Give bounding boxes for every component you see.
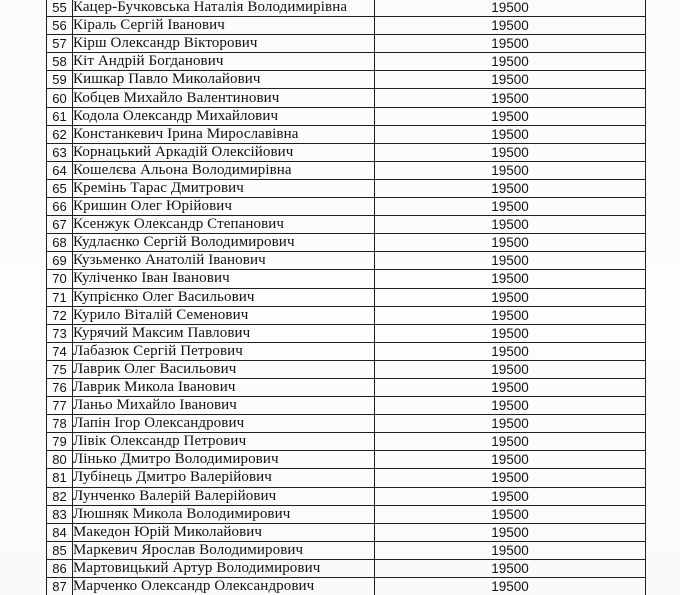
name-cell: Маркевич Ярослав Володимирович [73, 541, 375, 559]
name-cell: Купрієнко Олег Васильович [73, 288, 375, 306]
amount-cell: 19500 [375, 378, 646, 396]
name-cell: Ланьо Михайло Іванович [73, 397, 375, 415]
name-cell: Кацер-Бучковська Наталія Володимирівна [73, 0, 375, 17]
amount-cell: 19500 [375, 198, 646, 216]
table-row [47, 216, 646, 234]
row-number-cell: 75 [47, 360, 73, 378]
amount-cell: 19500 [375, 35, 646, 53]
name-cell: Лунченко Валерій Валерійович [73, 487, 375, 505]
table-row [47, 125, 646, 143]
table-row [47, 360, 646, 378]
amount-cell: 19500 [375, 433, 646, 451]
table-row [47, 71, 646, 89]
row-number-cell: 63 [47, 143, 73, 161]
table-row [47, 523, 646, 541]
amount-cell: 19500 [375, 53, 646, 71]
row-number-cell: 87 [47, 578, 73, 595]
name-cell: Кошелєва Альона Володимирівна [73, 161, 375, 179]
row-number-cell: 71 [47, 288, 73, 306]
amount-cell: 19500 [375, 505, 646, 523]
table-row [47, 306, 646, 324]
name-cell: Куліченко Іван Іванович [73, 270, 375, 288]
table-row [47, 252, 646, 270]
name-cell: Кришин Олег Юрійович [73, 198, 375, 216]
amount-cell: 19500 [375, 578, 646, 595]
name-cell: Лінько Дмитро Володимирович [73, 451, 375, 469]
table-row [47, 179, 646, 197]
name-cell: Кузьменко Анатолій Іванович [73, 252, 375, 270]
amount-cell: 19500 [375, 216, 646, 234]
row-number-cell: 81 [47, 469, 73, 487]
table-row [47, 53, 646, 71]
amount-cell: 19500 [375, 523, 646, 541]
amount-cell: 19500 [375, 0, 646, 17]
row-number-cell: 59 [47, 71, 73, 89]
table-row [47, 487, 646, 505]
table-row [47, 559, 646, 577]
row-number-cell: 58 [47, 53, 73, 71]
amount-cell: 19500 [375, 306, 646, 324]
table-row [47, 541, 646, 559]
row-number-cell: 73 [47, 324, 73, 342]
row-number-cell: 79 [47, 433, 73, 451]
row-number-cell: 64 [47, 161, 73, 179]
amount-cell: 19500 [375, 324, 646, 342]
table-row [47, 234, 646, 252]
name-cell: Кремінь Тарас Дмитрович [73, 179, 375, 197]
table-row [47, 415, 646, 433]
table-row [47, 270, 646, 288]
table-row [47, 505, 646, 523]
amount-cell: 19500 [375, 342, 646, 360]
table-row [47, 161, 646, 179]
row-number-cell: 74 [47, 342, 73, 360]
table-row [47, 198, 646, 216]
amount-cell: 19500 [375, 107, 646, 125]
table-row [47, 397, 646, 415]
amount-cell: 19500 [375, 234, 646, 252]
row-number-cell: 83 [47, 505, 73, 523]
amount-cell: 19500 [375, 288, 646, 306]
name-cell: Марченко Олександр Олександрович [73, 578, 375, 595]
amount-cell: 19500 [375, 451, 646, 469]
amount-cell: 19500 [375, 252, 646, 270]
name-cell: Кобцев Михайло Валентинович [73, 89, 375, 107]
row-number-cell: 55 [47, 0, 73, 17]
name-cell: Курячий Максим Павлович [73, 324, 375, 342]
table-row [47, 89, 646, 107]
amount-cell: 19500 [375, 415, 646, 433]
row-number-cell: 85 [47, 541, 73, 559]
table-row [47, 107, 646, 125]
row-number-cell: 57 [47, 35, 73, 53]
table-row [47, 0, 646, 17]
amount-cell: 19500 [375, 161, 646, 179]
table-row [47, 469, 646, 487]
table-row [47, 143, 646, 161]
row-number-cell: 68 [47, 234, 73, 252]
row-number-cell: 60 [47, 89, 73, 107]
name-cell: Кишкар Павло Миколайович [73, 71, 375, 89]
row-number-cell: 65 [47, 179, 73, 197]
name-cell: Кіраль Сергій Іванович [73, 17, 375, 35]
name-cell: Мартовицький Артур Володимирович [73, 559, 375, 577]
name-cell: Констанкевич Ірина Мирославівна [73, 125, 375, 143]
amount-cell: 19500 [375, 179, 646, 197]
row-number-cell: 69 [47, 252, 73, 270]
amount-cell: 19500 [375, 125, 646, 143]
table-row [47, 288, 646, 306]
amount-cell: 19500 [375, 487, 646, 505]
amount-cell: 19500 [375, 89, 646, 107]
table-row [47, 451, 646, 469]
table-row [47, 342, 646, 360]
row-number-cell: 72 [47, 306, 73, 324]
amount-cell: 19500 [375, 270, 646, 288]
name-cell: Македон Юрій Миколайович [73, 523, 375, 541]
name-cell: Курило Віталій Семенович [73, 306, 375, 324]
table-row [47, 433, 646, 451]
name-cell: Ксенжук Олександр Степанович [73, 216, 375, 234]
name-cell: Лубінець Дмитро Валерійович [73, 469, 375, 487]
name-cell: Лаврик Олег Васильович [73, 360, 375, 378]
amount-cell: 19500 [375, 397, 646, 415]
amount-cell: 19500 [375, 559, 646, 577]
row-number-cell: 70 [47, 270, 73, 288]
name-cell: Кодола Олександр Михайлович [73, 107, 375, 125]
row-number-cell: 86 [47, 559, 73, 577]
amount-cell: 19500 [375, 143, 646, 161]
name-cell: Кіт Андрій Богданович [73, 53, 375, 71]
table-row [47, 35, 646, 53]
name-cell: Лівік Олександр Петрович [73, 433, 375, 451]
amount-cell: 19500 [375, 360, 646, 378]
row-number-cell: 66 [47, 198, 73, 216]
row-number-cell: 84 [47, 523, 73, 541]
row-number-cell: 56 [47, 17, 73, 35]
row-number-cell: 76 [47, 378, 73, 396]
name-cell: Лапін Ігор Олександрович [73, 415, 375, 433]
salary-table [46, 0, 646, 595]
amount-cell: 19500 [375, 71, 646, 89]
amount-cell: 19500 [375, 17, 646, 35]
row-number-cell: 82 [47, 487, 73, 505]
table-row [47, 17, 646, 35]
row-number-cell: 77 [47, 397, 73, 415]
row-number-cell: 78 [47, 415, 73, 433]
name-cell: Лаврик Микола Іванович [73, 378, 375, 396]
table-row [47, 378, 646, 396]
row-number-cell: 61 [47, 107, 73, 125]
name-cell: Корнацький Аркадій Олексійович [73, 143, 375, 161]
row-number-cell: 80 [47, 451, 73, 469]
salary-table-body [47, 0, 646, 595]
name-cell: Кірш Олександр Вікторович [73, 35, 375, 53]
amount-cell: 19500 [375, 541, 646, 559]
name-cell: Лабазюк Сергій Петрович [73, 342, 375, 360]
name-cell: Кудлаєнко Сергій Володимирович [73, 234, 375, 252]
amount-cell: 19500 [375, 469, 646, 487]
row-number-cell: 67 [47, 216, 73, 234]
table-row [47, 324, 646, 342]
name-cell: Люшняк Микола Володимирович [73, 505, 375, 523]
row-number-cell: 62 [47, 125, 73, 143]
table-row [47, 578, 646, 595]
